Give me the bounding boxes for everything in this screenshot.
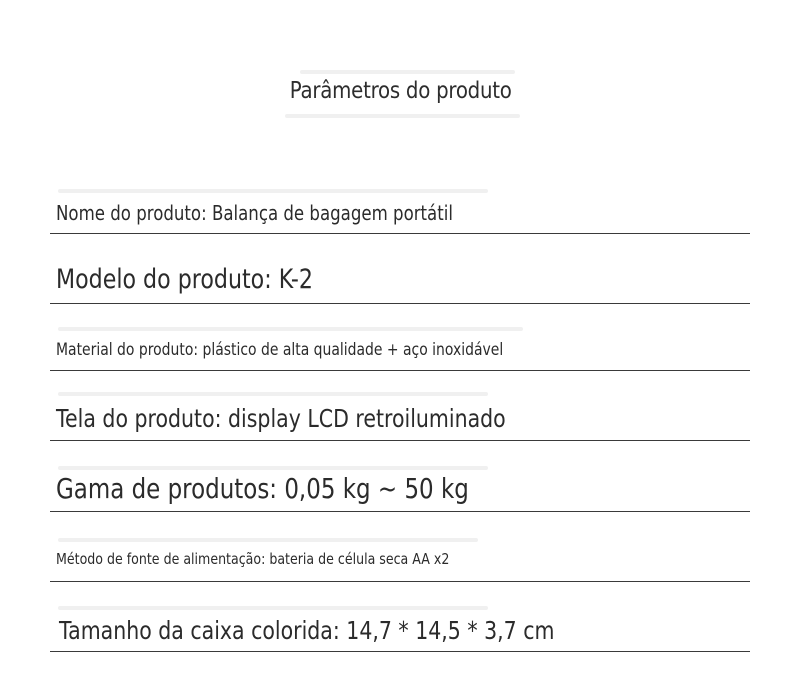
- faint-text-artifact: [285, 114, 520, 118]
- parameter-text: Nome do produto: Balança de bagagem portátil: [56, 201, 453, 225]
- faint-text-artifact: [300, 70, 515, 74]
- page-title: Parâmetros do produto: [289, 78, 512, 104]
- parameter-row-range: [50, 463, 750, 512]
- parameter-text: Tamanho da caixa colorida: 14,7 * 14,5 * 3,7 cm: [59, 616, 555, 645]
- parameter-text: Material do produto: plástico de alta qualidade + aço inoxidável: [56, 340, 504, 360]
- parameter-text: Modelo do produto: K-2: [56, 264, 313, 295]
- parameter-row-box-size: [50, 604, 750, 652]
- parameter-row-product-name: [50, 193, 750, 234]
- parameter-text: Tela do produto: display LCD retroiluminado: [56, 404, 506, 433]
- parameter-text: Método de fonte de alimentação: bateria de célula seca AA x2: [56, 550, 450, 568]
- parameter-row-power-source: [50, 541, 750, 582]
- parameter-row-model: [50, 256, 750, 304]
- parameter-row-material: [50, 330, 750, 371]
- parameter-text: Gama de produtos: 0,05 kg ~ 50 kg: [56, 472, 469, 505]
- parameter-row-display: [50, 395, 750, 441]
